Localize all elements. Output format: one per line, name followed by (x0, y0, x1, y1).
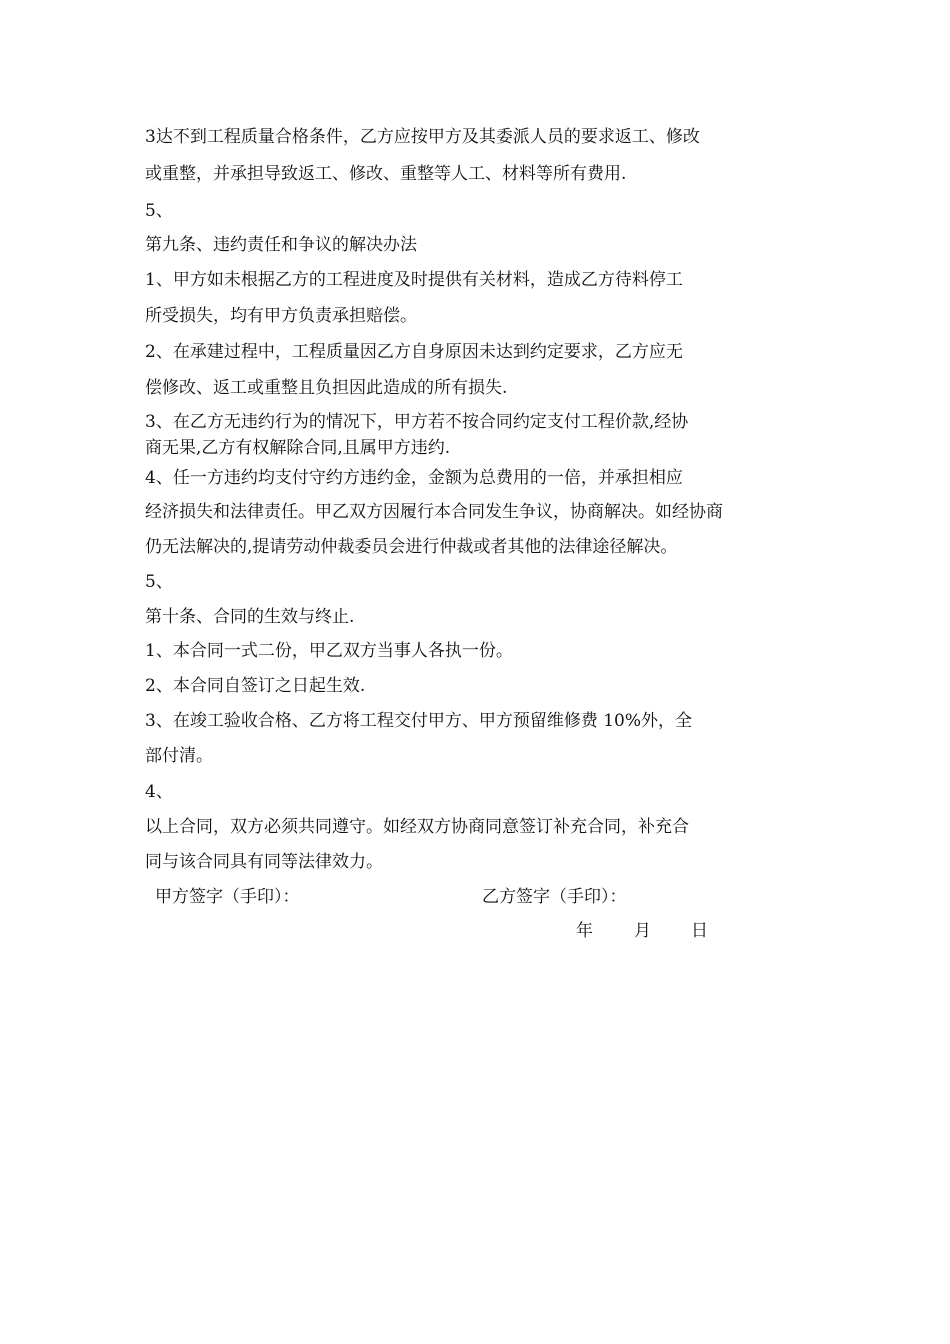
closing-paragraph-line-2: 同与该合同具有同等法律效力。 (145, 852, 383, 872)
closing-paragraph-line-1: 以上合同，双方必须共同遵守。如经双方协商同意签订补充合同，补充合 (145, 817, 689, 837)
clause-9-item-4-line-1: 4、任一方违约均支付守约方违约金，金额为总费用的一倍，并承担相应 (145, 468, 683, 488)
clause-9-item-4-line-3: 仍无法解决的,提请劳动仲裁委员会进行仲裁或者其他的法律途径解决。 (145, 537, 678, 557)
clause-9-item-1-line-2: 所受损失，均有甲方负责承担赔偿。 (145, 306, 417, 326)
clause-10-item-3-line-2: 部付清。 (145, 746, 213, 766)
party-a-signature-label: 甲方签字（手印）： (155, 887, 300, 907)
clause-9-item-4-line-2: 经济损失和法律责任。甲乙双方因履行本合同发生争议，协商解决。如经协商 (145, 502, 723, 522)
party-b-signature-label: 乙方签字（手印）： (482, 887, 627, 907)
clause-10-item-1: 1、本合同一式二份，甲乙双方当事人各执一份。 (145, 641, 513, 661)
clause-9-item-5: 5、 (145, 572, 173, 592)
clause-10-item-3-line-1: 3、在竣工验收合格、乙方将工程交付甲方、甲方预留维修费 10%外，全 (145, 711, 693, 731)
clause-9-item-2-line-2: 偿修改、返工或重整且负担因此造成的所有损失. (145, 378, 508, 398)
date-year-label: 年 (576, 921, 593, 941)
date-month-label: 月 (634, 921, 651, 941)
clause-10-item-4: 4、 (145, 782, 173, 802)
clause-9-heading: 第九条、违约责任和争议的解决办法 (145, 235, 417, 255)
clause-10-heading: 第十条、合同的生效与终止. (145, 607, 355, 627)
clause-8-item-3-line-1: 3达不到工程质量合格条件，乙方应按甲方及其委派人员的要求返工、修改 (145, 127, 700, 147)
clause-8-item-5: 5、 (145, 201, 173, 221)
clause-10-item-2: 2、本合同自签订之日起生效. (145, 676, 366, 696)
clause-9-item-3-line-2: 商无果,乙方有权解除合同,且属甲方违约. (145, 438, 451, 458)
clause-9-item-3-line-1: 3、在乙方无违约行为的情况下，甲方若不按合同约定支付工程价款,经协 (145, 412, 689, 432)
clause-8-item-3-line-2: 或重整，并承担导致返工、修改、重整等人工、材料等所有费用. (145, 164, 627, 184)
date-day-label: 日 (691, 921, 708, 941)
clause-9-item-2-line-1: 2、在承建过程中，工程质量因乙方自身原因未达到约定要求，乙方应无 (145, 342, 683, 362)
clause-9-item-1-line-1: 1、甲方如未根据乙方的工程进度及时提供有关材料，造成乙方待料停工 (145, 270, 683, 290)
